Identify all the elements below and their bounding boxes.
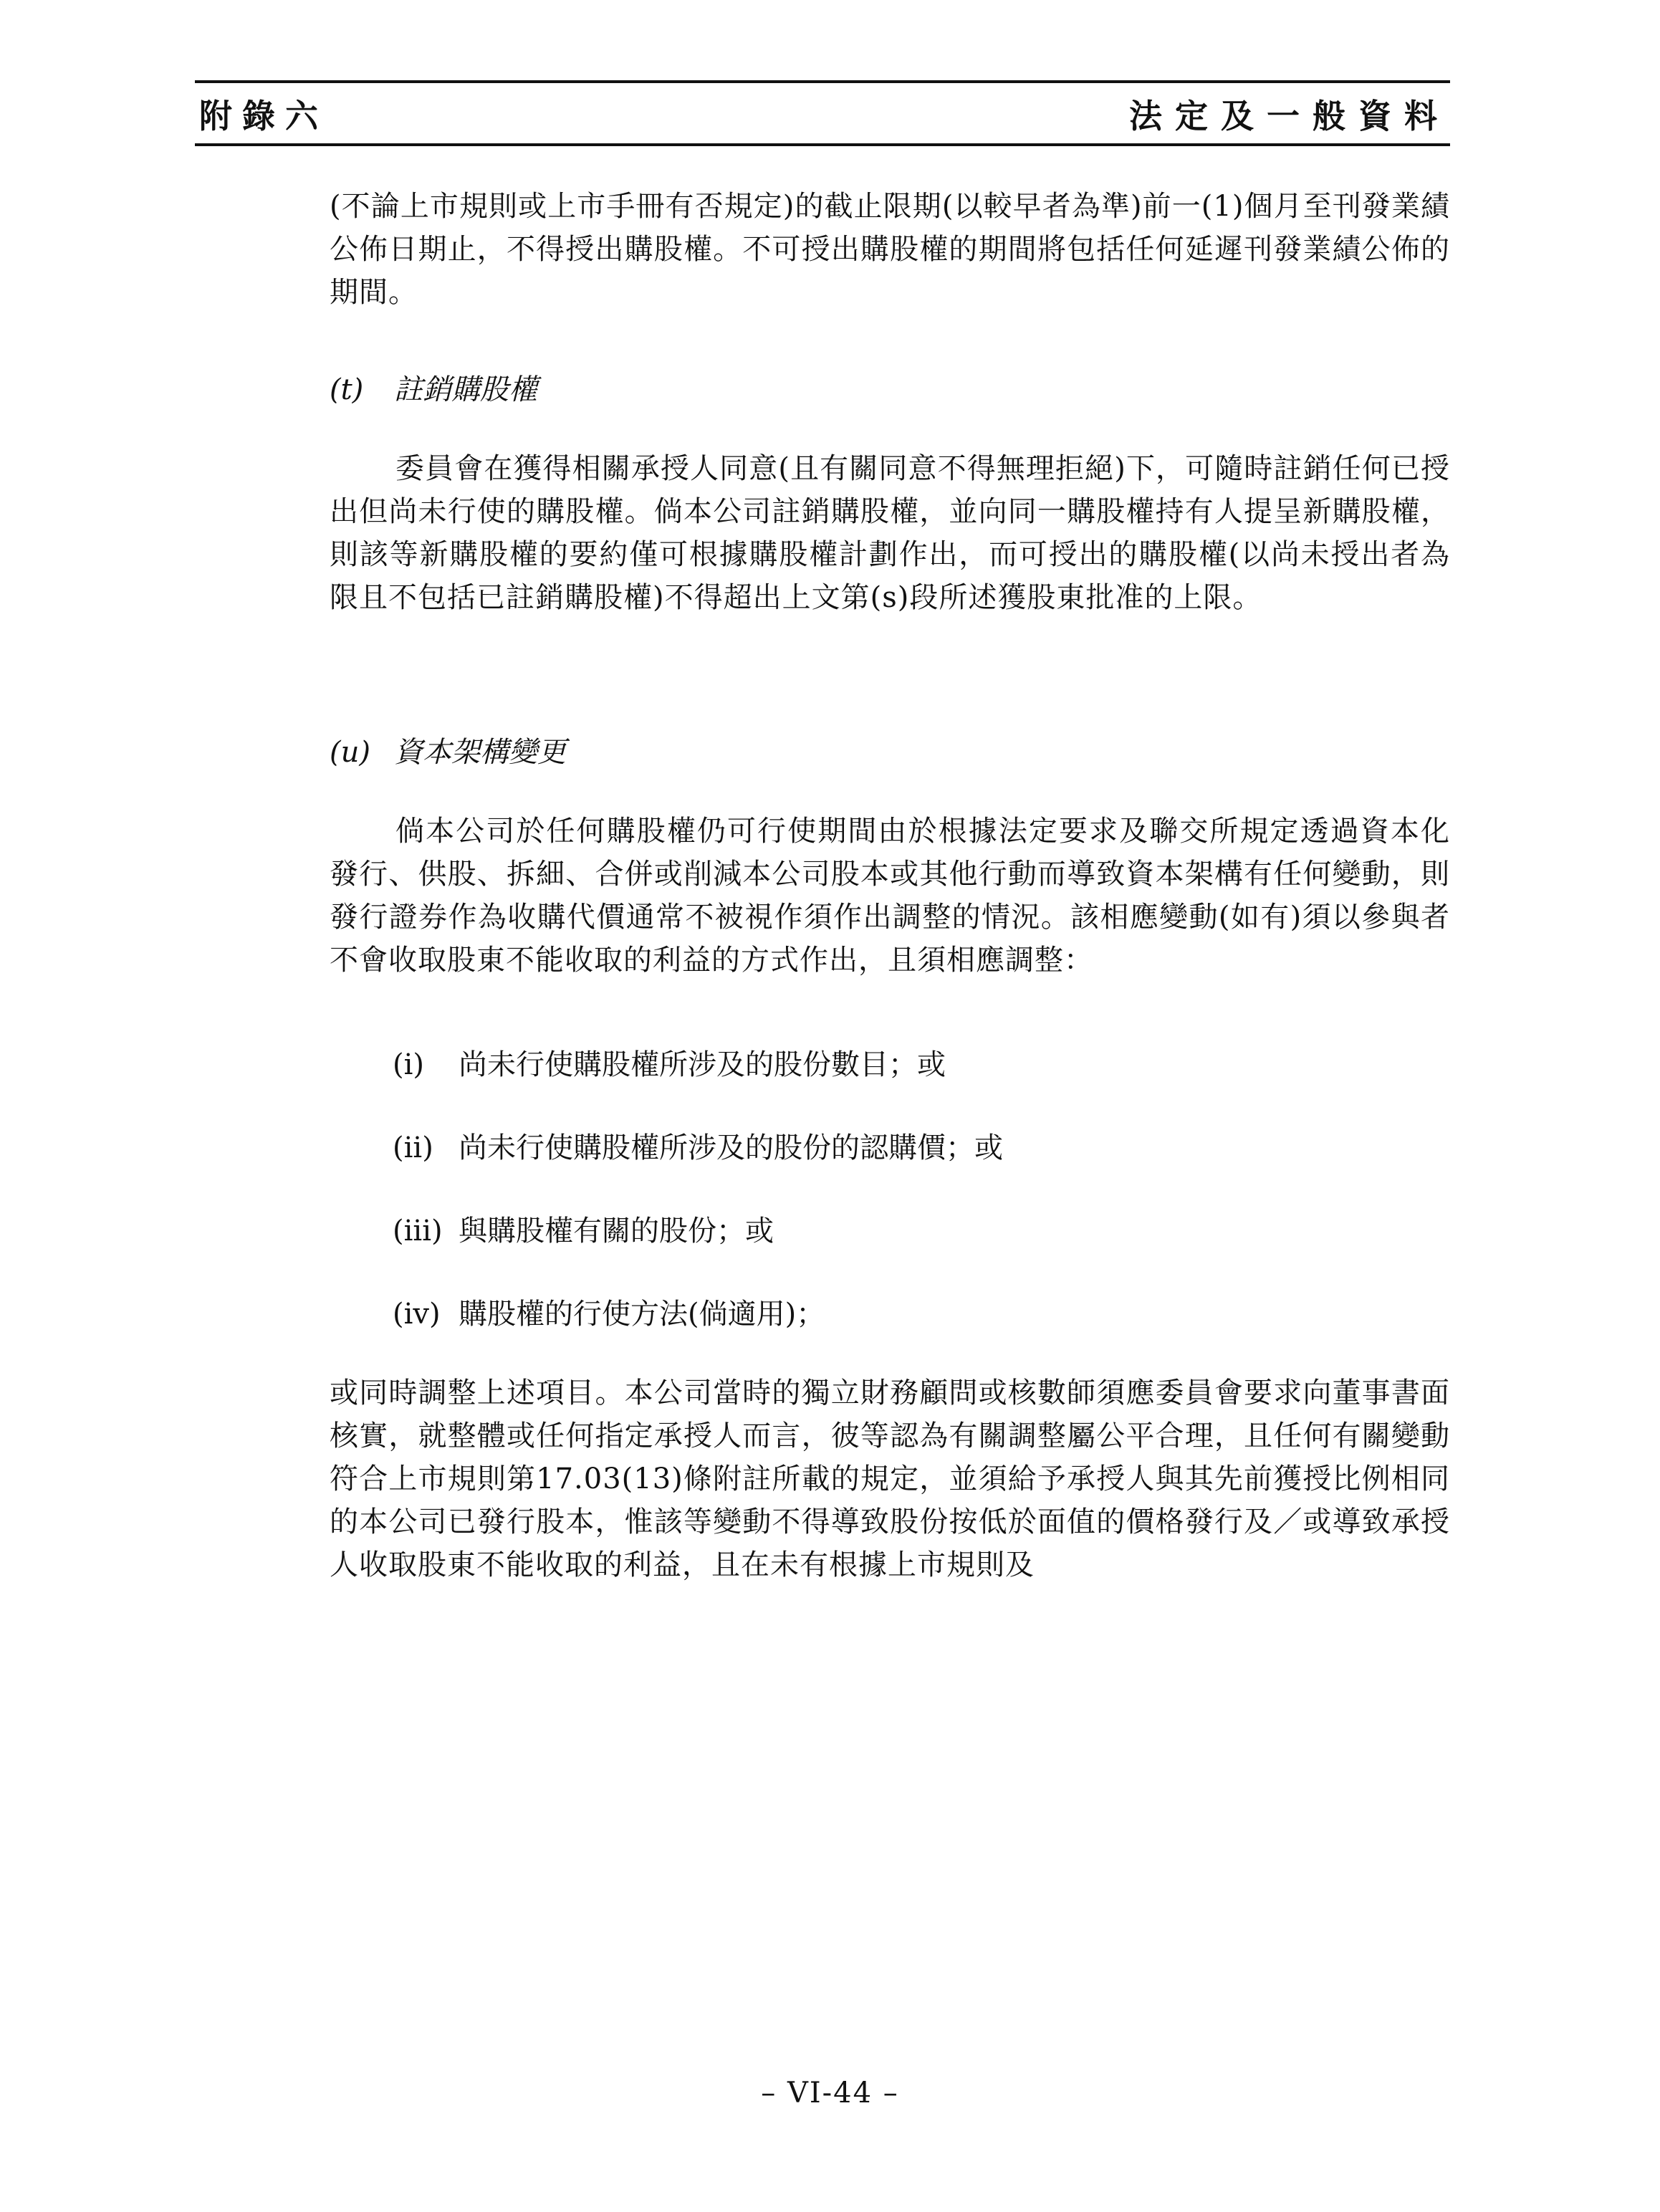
list-item-text: 與購股權有關的股份；或 [459, 1215, 774, 1248]
list-item-number: (i) [393, 1048, 425, 1081]
section-title: 法定及一般資料 [1129, 97, 1450, 135]
list-item [393, 1125, 1003, 1166]
subsection-title: 註銷購股權 [394, 373, 537, 406]
subsection-mark: (u) [330, 736, 370, 769]
list-item-number: (ii) [393, 1131, 433, 1164]
list-item-number: (iii) [393, 1215, 443, 1248]
list-item [393, 1291, 825, 1332]
appendix-label: 附錄六 [199, 97, 328, 135]
subsection-heading-t [330, 367, 537, 408]
paragraph-cancellation: 委員會在獲得相關承授人同意(且有關同意不得無理拒絕)下，可隨時註銷任何已授出但尚未行使的購股權。倘本公司註銷購股權，並向同一購股權持有人提呈新購股權，則該等新購股權的要約僅可根據購股權計劃作出，而可授出的購股權(以尚未授出者為限且不包括已註銷購股權)不得超出上文第(s)段所述獲股東批准的上限。 [330, 452, 1450, 614]
list-item-text: 尚未行使購股權所涉及的股份的認購價；或 [459, 1131, 1003, 1164]
subsection-title: 資本架構變更 [394, 736, 566, 769]
list-item-text: 購股權的行使方法(倘適用)； [459, 1298, 825, 1331]
page-number: – VI-44 – [761, 2077, 899, 2110]
subsection-mark: (t) [330, 373, 364, 406]
list-item-text: 尚未行使購股權所涉及的股份數目；或 [459, 1048, 946, 1081]
paragraph-adjustment: 或同時調整上述項目。本公司當時的獨立財務顧問或核數師須應委員會要求向董事書面核實，就整體或任何指定承授人而言，彼等認為有關調整屬公平合理，且任何有關變動符合上市規則第17.03(13)條附註所載的規定，並須給予承授人與其先前獲授比例相同的本公司已發行股本，惟該等變動不得導致股份按低於面值的價格發行及／或導致承授人收取股東不能收取的利益，且在未有根據上市規則及 [330, 1376, 1450, 1581]
list-item [393, 1208, 774, 1249]
subsection-heading-u [330, 729, 566, 770]
paragraph-capital-change: 倘本公司於任何購股權仍可行使期間由於根據法定要求及聯交所規定透過資本化發行、供股、拆細、合併或削減本公司股本或其他行動而導致資本架構有任何變動，則發行證券作為收購代價通常不被視作須作出調整的情況。該相應變動(如有)須以參與者不會收取股東不能收取的利益的方式作出，且須相應調整： [330, 815, 1450, 977]
paragraph-continuation: (不論上市規則或上市手冊有否規定)的截止限期(以較早者為準)前一(1)個月至刊發業績公佈日期止，不得授出購股權。不可授出購股權的期間將包括任何延遲刊發業績公佈的期間。 [330, 190, 1450, 309]
list-item-number: (iv) [393, 1298, 441, 1331]
page-header [195, 80, 1450, 146]
list-item [393, 1042, 946, 1083]
